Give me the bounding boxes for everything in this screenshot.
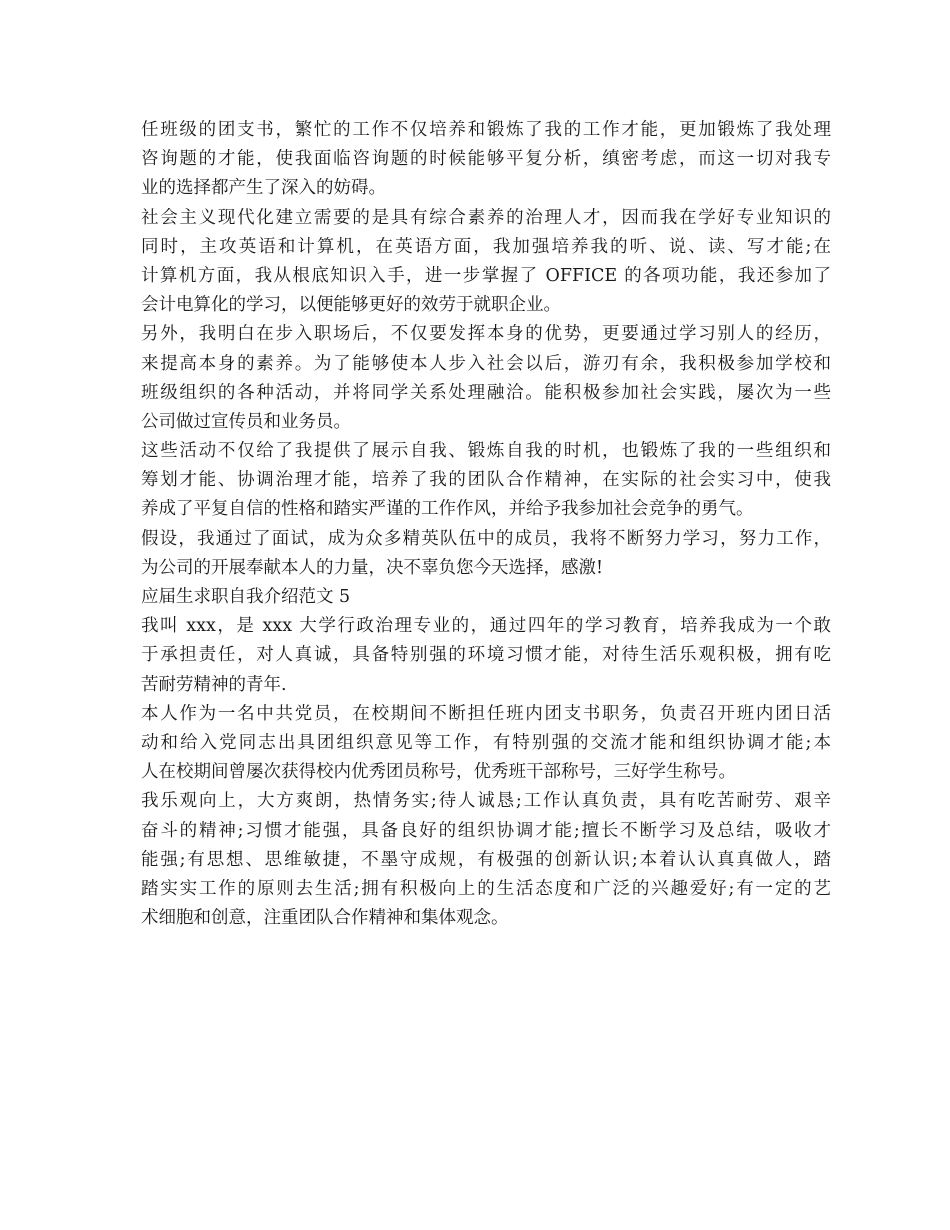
text-line: 术细胞和创意，注重团队合作精神和集体观念。 <box>141 908 509 929</box>
text-line: 踏实实工作的原则去生活;拥有积极向上的生活态度和广泛的兴趣爱好;有一定的艺 <box>141 878 831 899</box>
text-line: 能强;有思想、思维敏捷，不墨守成规，有极强的创新认识;本着认认真真做人，踏 <box>141 849 831 870</box>
text-line: 筹划才能、协调治理才能，培养了我的团队合作精神，在实际的社会实习中，使我 <box>141 470 831 491</box>
text-line: 另外，我明白在步入职场后，不仅要发挥本身的优势，更要通过学习别人的经历， <box>141 324 831 345</box>
text-line: 我乐观向上，大方爽朗，热情务实;待人诚恳;工作认真负责，具有吃苦耐劳、艰辛 <box>141 791 831 812</box>
text-line: 本人作为一名中共党员，在校期间不断担任班内团支书职务，负责召开班内团日活 <box>141 703 831 724</box>
text-line: 为公司的开展奉献本人的力量，决不辜负您今天选择，感激! <box>141 557 604 578</box>
text-line: 同时，主攻英语和计算机，在英语方面，我加强培养我的听、说、读、写才能;在 <box>141 236 831 257</box>
text-line: 动和给入党同志出具团组织意见等工作，有特别强的交流才能和组织协调才能;本 <box>141 732 831 753</box>
text-line: 奋斗的精神;习惯才能强，具备良好的组织协调才能;擅长不断学习及总结，吸收才 <box>141 820 831 841</box>
text-line: 业的选择都产生了深入的妨碍。 <box>141 178 386 199</box>
text-line: 人在校期间曾屡次获得校内优秀团员称号，优秀班干部称号，三好学生称号。 <box>141 762 736 783</box>
text-line: 咨询题的才能，使我面临咨询题的时候能够平复分析，缜密考虑，而这一切对我专 <box>141 149 831 170</box>
text-line: 公司做过宣传员和业务员。 <box>141 411 351 432</box>
text-line: 社会主义现代化建立需要的是具有综合素养的治理人才，因而我在学好专业知识的 <box>141 207 831 228</box>
section-heading: 应届生求职自我介绍范文 5 <box>141 587 351 607</box>
text-line: 班级组织的各种活动，并将同学关系处理融洽。能积极参加社会实践，屡次为一些 <box>141 382 831 403</box>
text-line: 养成了平复自信的性格和踏实严谨的工作作风，并给予我参加社会竞争的勇气。 <box>141 499 754 520</box>
text-line: 苦耐劳精神的青年. <box>141 674 287 695</box>
text-line: 任班级的团支书，繁忙的工作不仅培养和锻炼了我的工作才能，更加锻炼了我处理 <box>141 120 831 140</box>
text-line: 来提高本身的素养。为了能够使本人步入社会以后，游刃有余，我积极参加学校和 <box>141 353 831 374</box>
text-line: 我叫 xxx，是 xxx 大学行政治理专业的，通过四年的学习教育，培养我成为一个敢 <box>141 616 831 637</box>
text-line: 假设，我通过了面试，成为众多精英队伍中的成员，我将不断努力学习，努力工作， <box>141 528 831 549</box>
text-line: 计算机方面，我从根底知识入手，进一步掌握了 OFFICE 的各项功能，我还参加了 <box>141 265 831 286</box>
text-line: 会计电算化的学习，以便能够更好的效劳于就职企业。 <box>141 295 561 316</box>
document-body <box>141 116 831 933</box>
text-line: 这些活动不仅给了我提供了展示自我、锻炼自我的时机，也锻炼了我的一些组织和 <box>141 441 831 462</box>
text-line: 于承担责任，对人真诚，具备特别强的环境习惯才能，对待生活乐观积极，拥有吃 <box>141 645 831 666</box>
